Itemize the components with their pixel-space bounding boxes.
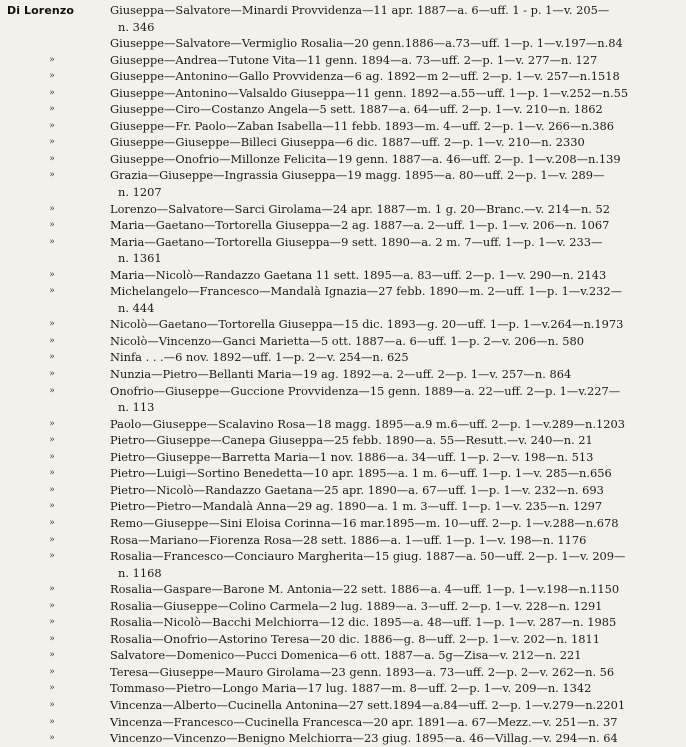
register-entry [0, 714, 686, 731]
entry-text: Salvatore—Domenico—Pucci Domenica—6 ott. 1887—a. 5g—Zisa—v. 212—n. 221 [110, 648, 582, 663]
register-entry [0, 548, 686, 581]
ditto-mark: » [49, 335, 55, 346]
register-entry [0, 201, 686, 218]
entry-text: Lorenzo—Salvatore—Sarci Girolama—24 apr. 1887—m. 1 g. 20—Branc.—v. 214—n. 52 [110, 201, 611, 216]
register-entry [0, 449, 686, 466]
ditto-mark: » [49, 269, 55, 280]
entry-text: Giuseppe—Andrea—Tutone Vita—11 genn. 1894—a. 73—uff. 2—p. 1—v. 277—n. 127 [110, 52, 598, 67]
entry-text: Teresa—Giuseppe—Mauro Girolama—23 genn. 1893—a. 73—uff. 2—p. 2—v. 262—n. 56 [110, 664, 615, 679]
entry-text: Rosalia—Gaspare—Barone M. Antonia—22 sett. 1886—a. 4—uff. 1—p. 1—v.198—n.1150 [110, 582, 620, 597]
register-entry [0, 631, 686, 648]
entry-text: Rosa—Mariano—Fiorenza Rosa—28 sett. 1886—a. 1—uff. 1—p. 1—v. 198—n. 1176 [110, 532, 587, 547]
ditto-mark: » [49, 584, 55, 595]
ditto-mark: » [49, 203, 55, 214]
entry-text: Giuseppe—Salvatore—Vermiglio Rosalia—20 genn.1886—a.73—uff. 1—p. 1—v.197—n.84 [110, 36, 623, 51]
register-entry [0, 35, 686, 52]
register-entry [0, 2, 686, 35]
register-entry [0, 532, 686, 549]
ditto-mark: » [49, 484, 55, 495]
ditto-mark: » [49, 286, 55, 297]
register-entry [0, 316, 686, 333]
ditto-mark: » [49, 501, 55, 512]
entry-text: Ninfa . . .—6 nov. 1892—uff. 1—p. 2—v. 254—n. 625 [110, 350, 409, 365]
entry-text: Rosalia—Onofrio—Astorino Teresa—20 dic. 1886—g. 8—uff. 2—p. 1—v. 202—n. 1811 [110, 631, 601, 646]
entry-text: Rosalia—Giuseppe—Colino Carmela—2 lug. 1889—a. 3—uff. 2—p. 1—v. 228—n. 1291 [110, 598, 603, 613]
register-entry [0, 581, 686, 598]
entry-text: Rosalia—Nicolò—Bacchi Melchiorra—12 dic. 1895—a. 48—uff. 1—p. 1—v. 287—n. 1985 [110, 615, 617, 630]
ditto-mark: » [49, 617, 55, 628]
register-entry [0, 664, 686, 681]
ditto-mark: » [49, 170, 55, 181]
register-entry [0, 283, 686, 316]
entry-continuation: n. 444 [118, 300, 155, 315]
entry-text: Maria—Gaetano—Tortorella Giuseppa—2 ag. 1887—a. 2—uff. 1—p. 1—v. 206—n. 1067 [110, 218, 610, 233]
entry-text: Nunzia—Pietro—Bellanti Maria—19 ag. 1892—a. 2—uff. 2—p. 1—v. 257—n. 864 [110, 367, 572, 382]
entry-continuation: n. 1361 [118, 251, 162, 266]
entry-text: Giuseppe—Antonino—Valsaldo Giuseppa—11 genn. 1892—a.55—uff. 1—p. 1—v.252—n.55 [110, 85, 629, 100]
entry-text: Tommaso—Pietro—Longo Maria—17 lug. 1887—m. 8—uff. 2—p. 1—v. 209—n. 1342 [110, 681, 592, 696]
register-entry [0, 167, 686, 200]
entry-text: Maria—Nicolò—Randazzo Gaetana 11 sett. 1895—a. 83—uff. 2—p. 1—v. 290—n. 2143 [110, 267, 607, 282]
ditto-mark: » [49, 71, 55, 82]
register-entry [0, 52, 686, 69]
register-entry [0, 515, 686, 532]
ditto-mark: » [49, 551, 55, 562]
register-entry [0, 383, 686, 416]
entry-text: Remo—Giuseppe—Sini Eloisa Corinna—16 mar.1895—m. 10—uff. 2—p. 1—v.288—n.678 [110, 515, 619, 530]
entry-continuation: n. 1207 [118, 185, 162, 200]
entry-text: Giuseppe—Antonino—Gallo Provvidenza—6 ag. 1892—m 2—uff. 2—p. 1—v. 257—n.1518 [110, 69, 620, 84]
register-entry [0, 730, 686, 747]
register-entry [0, 267, 686, 284]
register-entry [0, 416, 686, 433]
register-entry [0, 498, 686, 515]
ditto-mark: » [49, 683, 55, 694]
entry-text: Grazia—Giuseppe—Ingrassia Giuseppa—19 magg. 1895—a. 80—uff. 2—p. 1—v. 289— [110, 168, 605, 183]
entry-continuation: n. 346 [118, 19, 155, 34]
ditto-mark: » [49, 733, 55, 744]
register-entry [0, 333, 686, 350]
entry-text: Pietro—Nicolò—Randazzo Gaetana—25 apr. 1890—a. 67—uff. 1—p. 1—v. 232—n. 693 [110, 482, 604, 497]
ditto-mark: » [49, 666, 55, 677]
register-entry [0, 482, 686, 499]
ditto-mark: » [49, 319, 55, 330]
entry-text: Giuseppe—Onofrio—Millonze Felicita—19 genn. 1887—a. 46—uff. 2—p. 1—v.208—n.139 [110, 151, 621, 166]
register-entry [0, 118, 686, 135]
entry-continuation: n. 1168 [118, 565, 162, 580]
register-entry [0, 68, 686, 85]
register-entry [0, 680, 686, 697]
register-entry [0, 217, 686, 234]
register-entry [0, 598, 686, 615]
register-entry [0, 366, 686, 383]
ditto-mark: » [49, 153, 55, 164]
entry-text: Nicolò—Vincenzo—Ganci Marietta—5 ott. 1887—a. 6—uff. 1—p. 2—v. 206—n. 580 [110, 333, 584, 348]
entry-text: Pietro—Luigi—Sortino Benedetta—10 apr. 1895—a. 1 m. 6—uff. 1—p. 1—v. 285—n.656 [110, 466, 612, 481]
entry-text: Rosalia—Francesco—Conciauro Margherita—15 giug. 1887—a. 50—uff. 2—p. 1—v. 209— [110, 549, 626, 564]
ditto-mark: » [49, 468, 55, 479]
ditto-mark: » [49, 120, 55, 131]
entry-text: Onofrio—Giuseppe—Guccione Provvidenza—15 genn. 1889—a. 22—uff. 2—p. 1—v.227— [110, 383, 621, 398]
ditto-mark: » [49, 385, 55, 396]
entry-continuation: n. 113 [118, 400, 155, 415]
entry-text: Giuseppe—Ciro—Costanzo Angela—5 sett. 1887—a. 64—uff. 2—p. 1—v. 210—n. 1862 [110, 102, 603, 117]
register-entry [0, 234, 686, 267]
register-entry [0, 614, 686, 631]
ditto-mark: » [49, 236, 55, 247]
entry-text: Maria—Gaetano—Tortorella Giuseppa—9 sett. 1890—a. 2 m. 7—uff. 1—p. 1—v. 233— [110, 234, 603, 249]
entry-text: Nicolò—Gaetano—Tortorella Giuseppa—15 dic. 1893—g. 20—uff. 1—p. 1—v.264—n.1973 [110, 317, 624, 332]
entry-text: Vincenzo—Vincenzo—Benigno Melchiorra—23 giug. 1895—a. 46—Villag.—v. 294—n. 64 [110, 731, 618, 746]
register-entry [0, 151, 686, 168]
entry-text: Vincenza—Alberto—Cucinella Antonina—27 sett.1894—a.84—uff. 2—p. 1—v.279—n.2201 [110, 697, 626, 712]
ditto-mark: » [49, 633, 55, 644]
register-entry [0, 697, 686, 714]
register-entry [0, 465, 686, 482]
entry-text: Giuseppe—Giuseppe—Billeci Giuseppa—6 dic. 1887—uff. 2—p. 1—v. 210—n. 2330 [110, 135, 585, 150]
entry-text: Giuseppa—Salvatore—Minardi Provvidenza—11 apr. 1887—a. 6—uff. 1 - p. 1—v. 205— [110, 3, 610, 17]
ditto-mark: » [49, 716, 55, 727]
entry-text: Vincenza—Francesco—Cucinella Francesca—20 apr. 1891—a. 67—Mezz.—v. 251—n. 37 [110, 714, 618, 729]
ditto-mark: » [49, 54, 55, 65]
entry-text: Paolo—Giuseppe—Scalavino Rosa—18 magg. 1895—a.9 m.6—uff. 2—p. 1—v.289—n.1203 [110, 416, 625, 431]
ditto-mark: » [49, 220, 55, 231]
register-entry [0, 101, 686, 118]
ditto-mark: » [49, 534, 55, 545]
entry-text: Pietro—Giuseppe—Barretta Maria—1 nov. 1886—a. 34—uff. 1—p. 2—v. 198—n. 513 [110, 449, 594, 464]
ditto-mark: » [49, 369, 55, 380]
register-entry [0, 647, 686, 664]
ditto-mark: » [49, 435, 55, 446]
entry-text: Michelangelo—Francesco—Mandalà Ignazia—27 febb. 1890—m. 2—uff. 1—p. 1—v.232— [110, 284, 623, 299]
ditto-mark: » [49, 650, 55, 661]
ditto-mark: » [49, 87, 55, 98]
register-entry [0, 349, 686, 366]
ditto-mark: » [49, 352, 55, 363]
ditto-mark: » [49, 451, 55, 462]
ditto-mark: » [49, 600, 55, 611]
register-entry [0, 134, 686, 151]
ditto-mark: » [49, 137, 55, 148]
ditto-mark: » [49, 699, 55, 710]
ditto-mark: » [49, 418, 55, 429]
surname-heading: Di Lorenzo [7, 4, 74, 17]
entries-list [0, 2, 686, 747]
ditto-mark: » [49, 104, 55, 115]
entry-text: Giuseppe—Fr. Paolo—Zaban Isabella—11 febb. 1893—m. 4—uff. 2—p. 1—v. 266—n.386 [110, 118, 614, 133]
entry-text: Pietro—Giuseppe—Canepa Giuseppa—25 febb. 1890—a. 55—Resutt.—v. 240—n. 21 [110, 433, 593, 448]
ditto-mark: » [49, 517, 55, 528]
register-entry [0, 85, 686, 102]
entry-text: Pietro—Pietro—Mandalà Anna—29 ag. 1890—a. 1 m. 3—uff. 1—p. 1—v. 235—n. 1297 [110, 499, 603, 514]
register-entry [0, 432, 686, 449]
